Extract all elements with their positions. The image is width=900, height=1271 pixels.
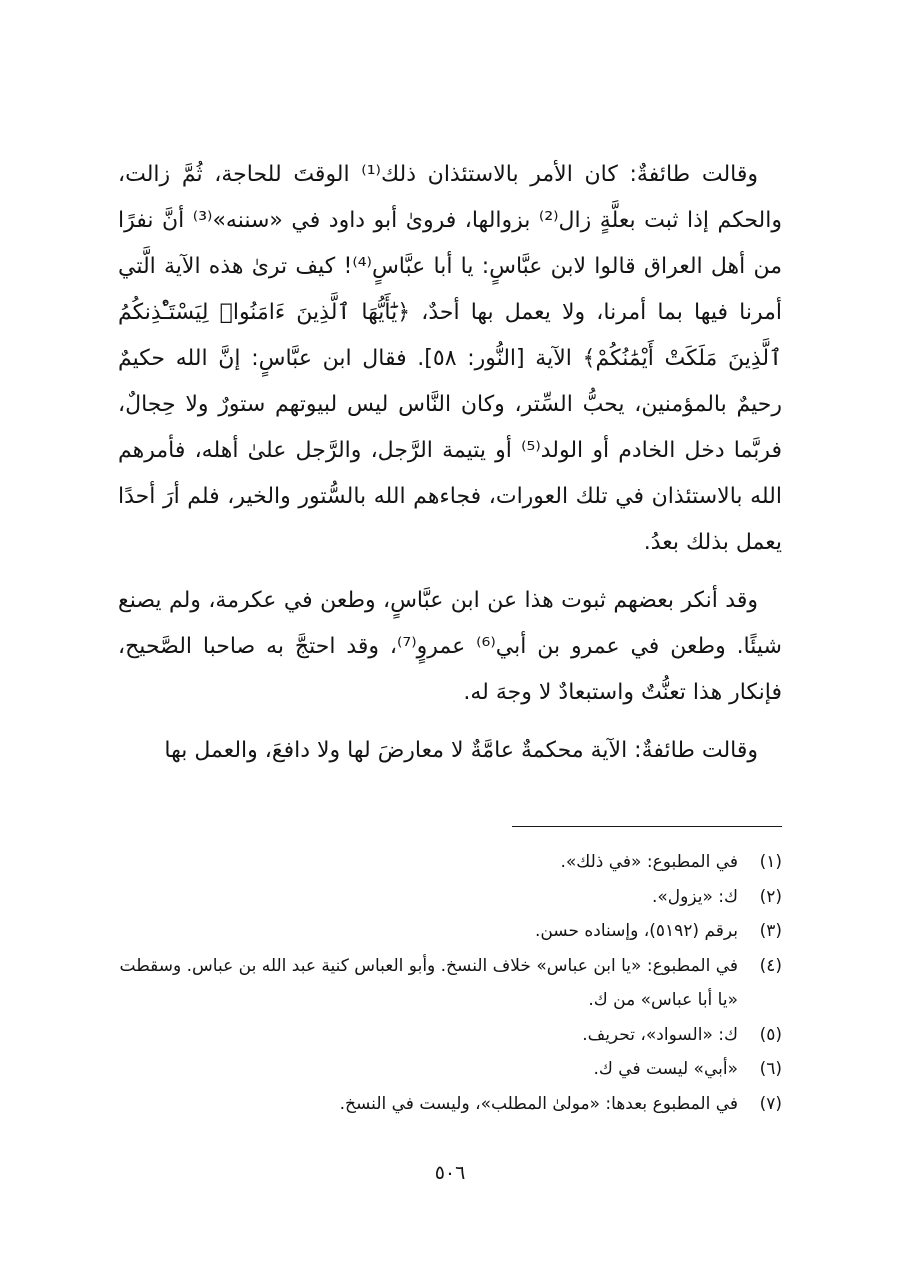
footnote-number: (٢) (759, 886, 782, 907)
footnote-text: ك: «السواد»، تحريف. (582, 1024, 738, 1045)
footnote-separator (512, 826, 782, 827)
footnote-number: (٥) (759, 1024, 782, 1045)
footnote-text: برقم (٥١٩٢)، وإسناده حسن. (534, 921, 738, 941)
footnote-3 (118, 914, 782, 949)
footnote-2 (118, 880, 782, 915)
footnote-number: (٤) (759, 955, 782, 976)
footnote-7 (118, 1087, 782, 1122)
footnote-text: ك: «يزول». (651, 886, 738, 907)
page-number: ٥٠٦ (434, 1162, 466, 1184)
footnote-number: (٣) (759, 921, 782, 941)
paragraph-1: وقالت طائفةٌ: كان الأمر بالاستئذان ذلك⁽¹⁾ الوقتَ للحاجة، ثُمَّ زالت، والحكم إذا ثبت بعلَّةٍ زال⁽²⁾ بزوالها، فروىٰ أبو داود في «سننه»⁽³⁾ أنَّ نفرًا من أهل العراق قالوا لابن عبَّاسٍ: يا أبا عبَّاسٍ⁽⁴⁾! كيف ترىٰ هذه الآية الَّتي أمرنا فيها بما أمرنا، ولا يعمل بها أحدٌ، ﴿يَٰٓأَيُّهَا ٱلَّذِينَ ءَامَنُوا۟ لِيَسْتَـْٔذِنكُمُ ٱلَّذِينَ مَلَكَتْ أَيْمَٰنُكُمْ﴾ الآية [النُّور: ٥٨]. فقال ابن عبَّاسٍ: إنَّ الله حكيمٌ رحيمٌ بالمؤمنين، يحبُّ السِّتر، وكان النَّاس ليس لبيوتهم ستورٌ ولا حِجالٌ، فربَّما دخل الخادم أو الولد⁽⁵⁾ أو يتيمة الرَّجل، والرَّجل علىٰ أهله، فأمرهم الله بالاستئذان في تلك العورات، فجاءهم الله بالسُّتور والخير، فلم أرَ أحدًا يعمل بذلك بعدُ. (118, 162, 783, 555)
main-text (118, 152, 782, 786)
footnotes-list (118, 845, 782, 1121)
footnote-text: في المطبوع: «في ذلك». (560, 852, 738, 872)
footnote-number: (١) (759, 852, 782, 872)
footnote-5 (118, 1018, 782, 1053)
footnote-text: في المطبوع: «يا ابن عباس» خلاف النسخ. وأبو العباس كنية عبد الله بن عباس. وسقطت «يا أبا عباس» من ك. (119, 955, 738, 1010)
footnote-number: (٧) (759, 1093, 782, 1114)
footnote-text: «أبي» ليست في ك. (593, 1059, 738, 1079)
footnote-6 (118, 1052, 782, 1087)
footnote-number: (٦) (759, 1059, 782, 1079)
paragraph-3: وقالت طائفةٌ: الآية محكمةٌ عامَّةٌ لا معارضَ لها ولا دافعَ، والعمل بها (164, 738, 758, 763)
footnote-text: في المطبوع بعدها: «مولىٰ المطلب»، وليست في النسخ. (339, 1093, 738, 1114)
footnote-1 (118, 845, 782, 880)
paragraph-2: وقد أنكر بعضهم ثبوت هذا عن ابن عبَّاسٍ، وطعن في عكرمة، ولم يصنع شيئًا. وطعن في عمرو بن أبي⁽⁶⁾ عمروٍ⁽⁷⁾، وقد احتجَّ به صاحبا الصَّحيح، فإنكار هذا تعنُّتٌ واستبعادٌ لا وجهَ له. (118, 588, 782, 705)
footnote-4 (118, 949, 782, 1018)
